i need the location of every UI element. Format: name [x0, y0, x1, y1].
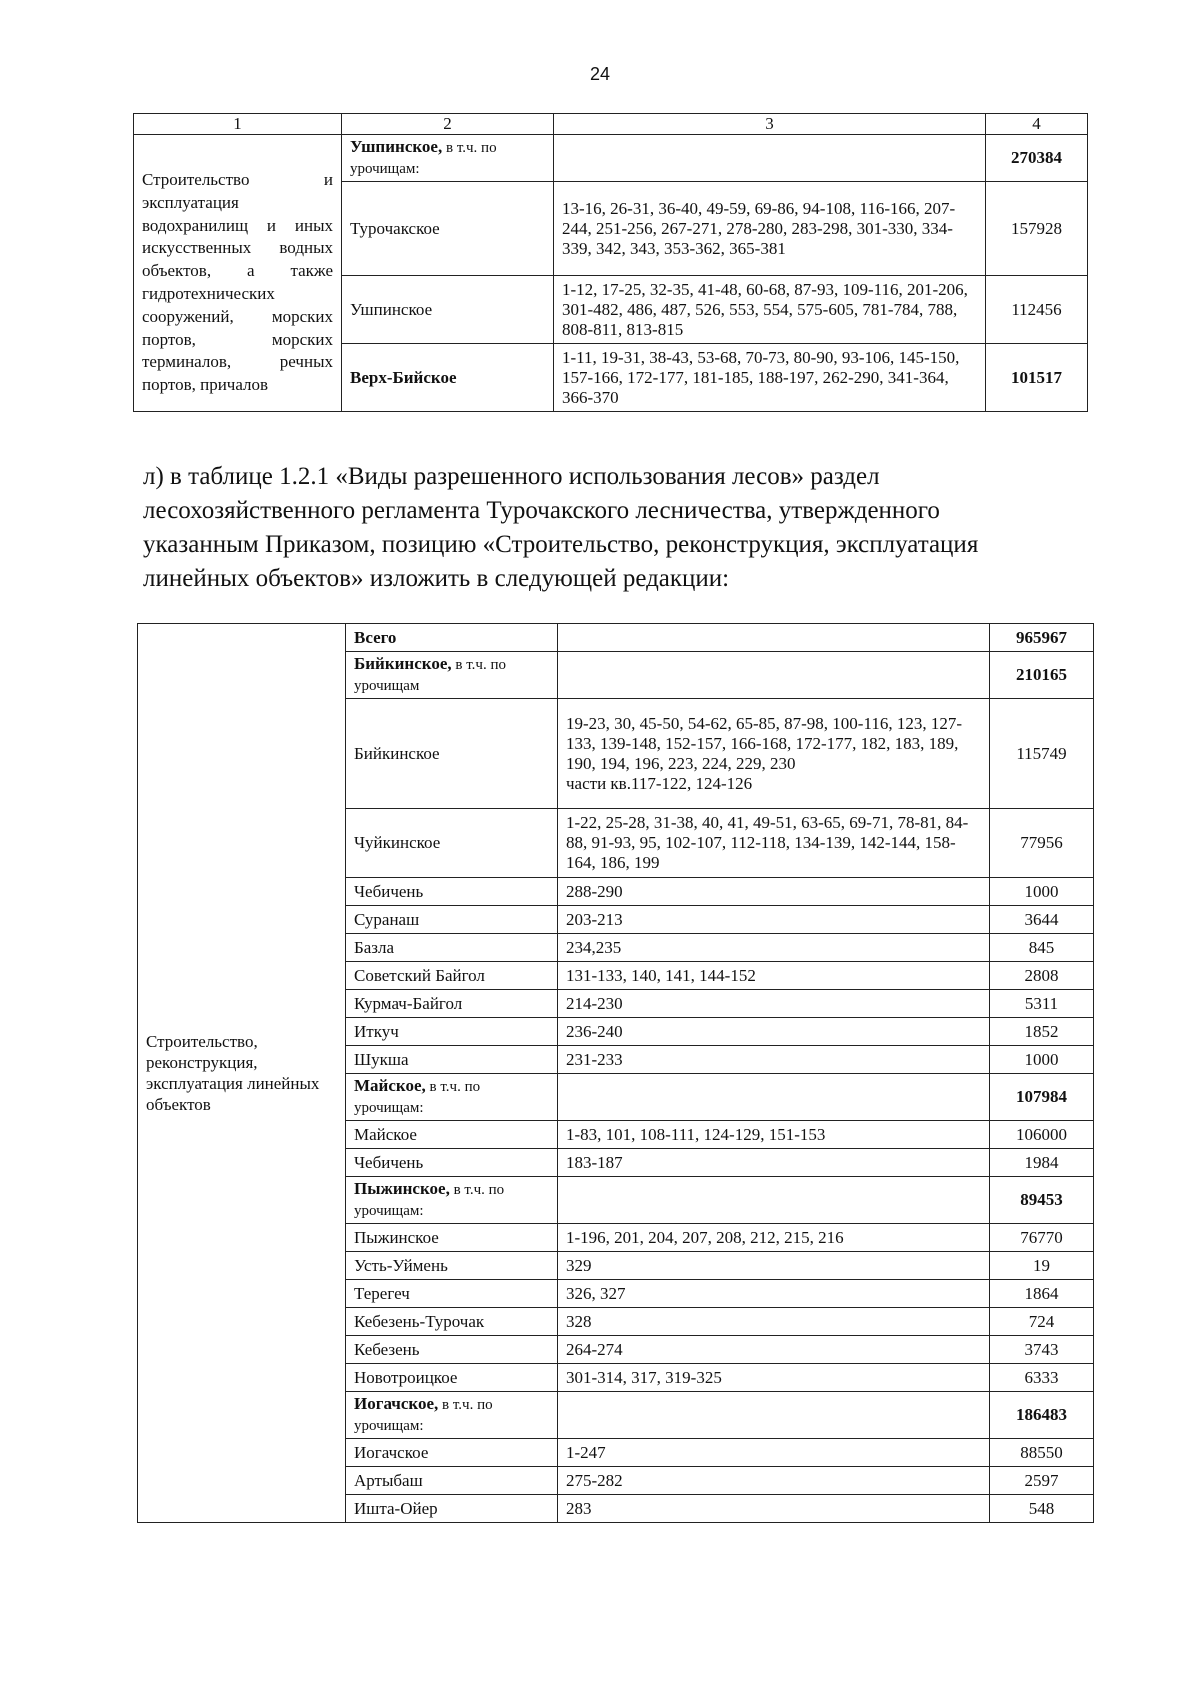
forestry-cell — [346, 1074, 558, 1121]
area-cell: 106000 — [990, 1121, 1094, 1149]
area-cell: 210165 — [990, 652, 1094, 699]
page-number: 24 — [589, 64, 611, 84]
area-cell: 107984 — [990, 1074, 1094, 1121]
tract-cell: Чебичень — [346, 1149, 558, 1177]
quarters-cell — [558, 699, 990, 809]
tract-cell: Турочакское — [342, 182, 554, 276]
area-cell: 89453 — [990, 1177, 1094, 1224]
tract-cell: Курмач-Байгол — [346, 990, 558, 1018]
quarters-cell: 1-12, 17-25, 32-35, 41-48, 60-68, 87-93, 109-116, 201-206, 301-482, 486, 487, 526, 553, 554, 575-605, 781-784, 788, 808-811, 813-815 — [554, 276, 986, 344]
forestry-suffix: в т.ч. по урочищам — [354, 657, 506, 694]
forestry-name: Пыжинское, — [354, 1179, 450, 1198]
quarters-cell — [558, 652, 990, 699]
forestry-suffix: в т.ч. по урочищам: — [354, 1079, 481, 1116]
forestry-name: Майское, — [354, 1076, 426, 1095]
quarters-cell: 131-133, 140, 141, 144-152 — [558, 962, 990, 990]
table-row — [134, 135, 1088, 182]
quarters-cell: 301-314, 317, 319-325 — [558, 1364, 990, 1392]
area-cell: 724 — [990, 1308, 1094, 1336]
tract-cell: Советский Байгол — [346, 962, 558, 990]
area-cell: 19 — [990, 1252, 1094, 1280]
total-area: 965967 — [990, 624, 1094, 652]
tract-cell: Чуйкинское — [346, 809, 558, 878]
tract-cell: Артыбаш — [346, 1467, 558, 1495]
header-cell: 2 — [342, 114, 554, 135]
forestry-cell — [346, 652, 558, 699]
tract-cell: Пыжинское — [346, 1224, 558, 1252]
total-label: Всего — [346, 624, 558, 652]
paragraph-line: л) в таблице 1.2.1 «Виды разрешенного использования лесов» раздел — [143, 463, 880, 490]
quarters-cell: 264-274 — [558, 1336, 990, 1364]
area-cell: 1000 — [990, 1046, 1094, 1074]
area-cell: 186483 — [990, 1392, 1094, 1439]
paragraph-line: лесохозяйственного регламента Турочакского лесничества, утвержденного — [143, 497, 940, 524]
quarters-cell: 13-16, 26-31, 36-40, 49-59, 69-86, 94-108, 116-166, 207-244, 251-256, 267-271, 278-280, 283-298, 301-330, 334-339, 342, 343, 353-362, 365-381 — [554, 182, 986, 276]
quarters-cell: 1-11, 19-31, 38-43, 53-68, 70-73, 80-90, 93-106, 145-150, 157-166, 172-177, 181-185, 188-197, 262-290, 341-364, 366-370 — [554, 344, 986, 412]
area-cell: 270384 — [986, 135, 1088, 182]
tract-cell: Кебезень-Турочак — [346, 1308, 558, 1336]
area-cell: 2808 — [990, 962, 1094, 990]
quarters-cell: 234,235 — [558, 934, 990, 962]
area-cell: 1000 — [990, 878, 1094, 906]
activity-cell: Строительство, реконструкция, эксплуатация линейных объектов — [138, 624, 346, 1523]
forestry-name: Бийкинское, — [354, 654, 452, 673]
table-header-row — [134, 114, 1088, 135]
area-cell: 3644 — [990, 906, 1094, 934]
forestry-cell — [342, 135, 554, 182]
header-cell: 4 — [986, 114, 1088, 135]
area-cell: 88550 — [990, 1439, 1094, 1467]
area-cell: 1852 — [990, 1018, 1094, 1046]
area-cell: 101517 — [986, 344, 1088, 412]
header-cell: 3 — [554, 114, 986, 135]
quarters-cell — [554, 135, 986, 182]
tract-cell: Иткуч — [346, 1018, 558, 1046]
quarters-cell: 275-282 — [558, 1467, 990, 1495]
table-row — [138, 624, 1094, 652]
tract-cell: Базла — [346, 934, 558, 962]
quarters-cell: 183-187 — [558, 1149, 990, 1177]
tract-cell: Иогачское — [346, 1439, 558, 1467]
tract-cell: Ушпинское — [342, 276, 554, 344]
quarters-cell: 326, 327 — [558, 1280, 990, 1308]
forestry-cell — [346, 1177, 558, 1224]
quarters-cell: 1-22, 25-28, 31-38, 40, 41, 49-51, 63-65, 69-71, 78-81, 84-88, 91-93, 95, 102-107, 112-118, 134-139, 142-144, 158-164, 186, 199 — [558, 809, 990, 878]
activity-cell: Строительство и эксплуатация водохранилищ и иных искусственных водных объектов, а также гидротехнических сооружений, морских портов, морских терминалов, речных портов, причалов — [134, 135, 342, 412]
area-cell: 1864 — [990, 1280, 1094, 1308]
tract-cell: Ишта-Ойер — [346, 1495, 558, 1523]
area-cell: 112456 — [986, 276, 1088, 344]
forestry-suffix: в т.ч. по урочищам: — [354, 1182, 505, 1219]
quarters-cell: 329 — [558, 1252, 990, 1280]
tract-cell: Терегеч — [346, 1280, 558, 1308]
area-cell: 548 — [990, 1495, 1094, 1523]
tract-cell: Майское — [346, 1121, 558, 1149]
quarters-cell: 283 — [558, 1495, 990, 1523]
forestry-name: Ушпинское, — [350, 137, 443, 156]
area-cell: 5311 — [990, 990, 1094, 1018]
quarters-cell — [558, 1177, 990, 1224]
forestry-cell: Верх-Бийское — [342, 344, 554, 412]
tract-cell: Кебезень — [346, 1336, 558, 1364]
area-cell: 3743 — [990, 1336, 1094, 1364]
table-water-objects — [133, 113, 1088, 412]
area-cell: 77956 — [990, 809, 1094, 878]
quarters-cell: 328 — [558, 1308, 990, 1336]
forestry-suffix: в т.ч. по урочищам: — [354, 1397, 493, 1434]
quarters-cell — [558, 1074, 990, 1121]
area-cell: 1984 — [990, 1149, 1094, 1177]
area-cell: 2597 — [990, 1467, 1094, 1495]
tract-cell: Шукша — [346, 1046, 558, 1074]
forestry-name: Иогачское, — [354, 1394, 439, 1413]
quarters-cell: 1-247 — [558, 1439, 990, 1467]
forestry-cell — [346, 1392, 558, 1439]
header-cell: 1 — [134, 114, 342, 135]
quarters-cell: 231-233 — [558, 1046, 990, 1074]
tract-cell: Бийкинское — [346, 699, 558, 809]
tract-cell: Суранаш — [346, 906, 558, 934]
tract-cell: Чебичень — [346, 878, 558, 906]
area-cell: 76770 — [990, 1224, 1094, 1252]
area-cell: 845 — [990, 934, 1094, 962]
forestry-suffix: в т.ч. по урочищам: — [350, 140, 497, 177]
quarters-cell — [558, 1392, 990, 1439]
quarters-cell — [558, 624, 990, 652]
quarters-text: 19-23, 30, 45-50, 54-62, 65-85, 87-98, 100-116, 123, 127-133, 139-148, 152-157, 166-168, 172-177, 182, 183, 189, 190, 194, 196, 223, 224, 229, 230 — [566, 713, 962, 773]
quarters-cell: 203-213 — [558, 906, 990, 934]
paragraph-line: указанным Приказом, позицию «Строительство, реконструкция, эксплуатация — [143, 531, 979, 558]
quarters-cell: 288-290 — [558, 878, 990, 906]
table-linear-objects — [137, 623, 1094, 1523]
area-cell: 115749 — [990, 699, 1094, 809]
quarters-extra: части кв.117-122, 124-126 — [566, 773, 753, 793]
quarters-cell: 1-196, 201, 204, 207, 208, 212, 215, 216 — [558, 1224, 990, 1252]
tract-cell: Усть-Уймень — [346, 1252, 558, 1280]
quarters-cell: 236-240 — [558, 1018, 990, 1046]
paragraph-line: линейных объектов» изложить в следующей редакции: — [143, 565, 730, 592]
quarters-cell: 1-83, 101, 108-111, 124-129, 151-153 — [558, 1121, 990, 1149]
area-cell: 6333 — [990, 1364, 1094, 1392]
area-cell: 157928 — [986, 182, 1088, 276]
tract-cell: Новотроицкое — [346, 1364, 558, 1392]
amendment-paragraph — [143, 460, 1088, 596]
quarters-cell: 214-230 — [558, 990, 990, 1018]
